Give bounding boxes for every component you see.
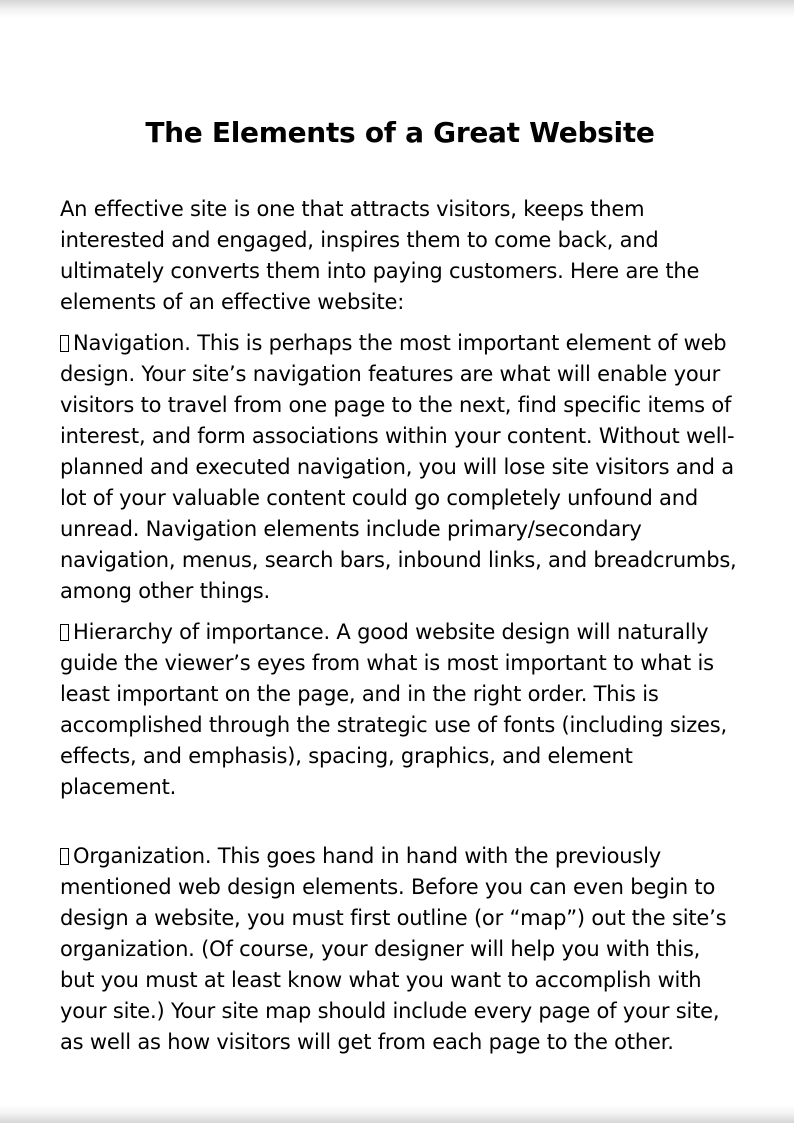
missing-glyph-icon (60, 624, 69, 641)
list-item-hierarchy (60, 617, 740, 803)
list-item-organization (60, 841, 740, 1058)
list-item-text: Navigation. This is perhaps the most important element of web design. Your site’s navigation features are what will enable your visitors to travel from one page to the next, find specific items of interest, and form associations within your content. Without well-planned and executed navigation, you will lose site visitors and a lot of your valuable content could go completely unfound and unread. Navigation elements include primary/secondary navigation, menus, search bars, inbound links, and breadcrumbs, among other things. (60, 331, 737, 603)
list-item-text: Organization. This goes hand in hand with the previously mentioned web design elements. Before you can even begin to design a website, you must first outline (or “map”) out the site’s organization. (Of course, your designer will help you with this, but you must at least know what you want to accomplish with your site.) Your site map should include every page of your site, as well as how visitors will get from each page to the other. (60, 844, 727, 1054)
document-page (60, 114, 740, 1058)
page-bottom-shadow (0, 1105, 794, 1123)
document-title: The Elements of a Great Website (145, 116, 655, 149)
intro-paragraph: An effective site is one that attracts visitors, keeps them interested and engaged, inspires them to come back, and ultimately converts them into paying customers. Here are the elements of an effective website: (60, 197, 700, 314)
page-top-shadow (0, 0, 794, 18)
list-item-text: Hierarchy of importance. A good website design will naturally guide the viewer’s eyes from what is most important to what is least important on the page, and in the right order. This is accomplished through the strategic use of fonts (including sizes, effects, and emphasis), spacing, graphics, and element placement. (60, 620, 727, 799)
missing-glyph-icon (60, 335, 69, 352)
list-item-navigation (60, 328, 740, 607)
missing-glyph-icon (60, 848, 69, 865)
